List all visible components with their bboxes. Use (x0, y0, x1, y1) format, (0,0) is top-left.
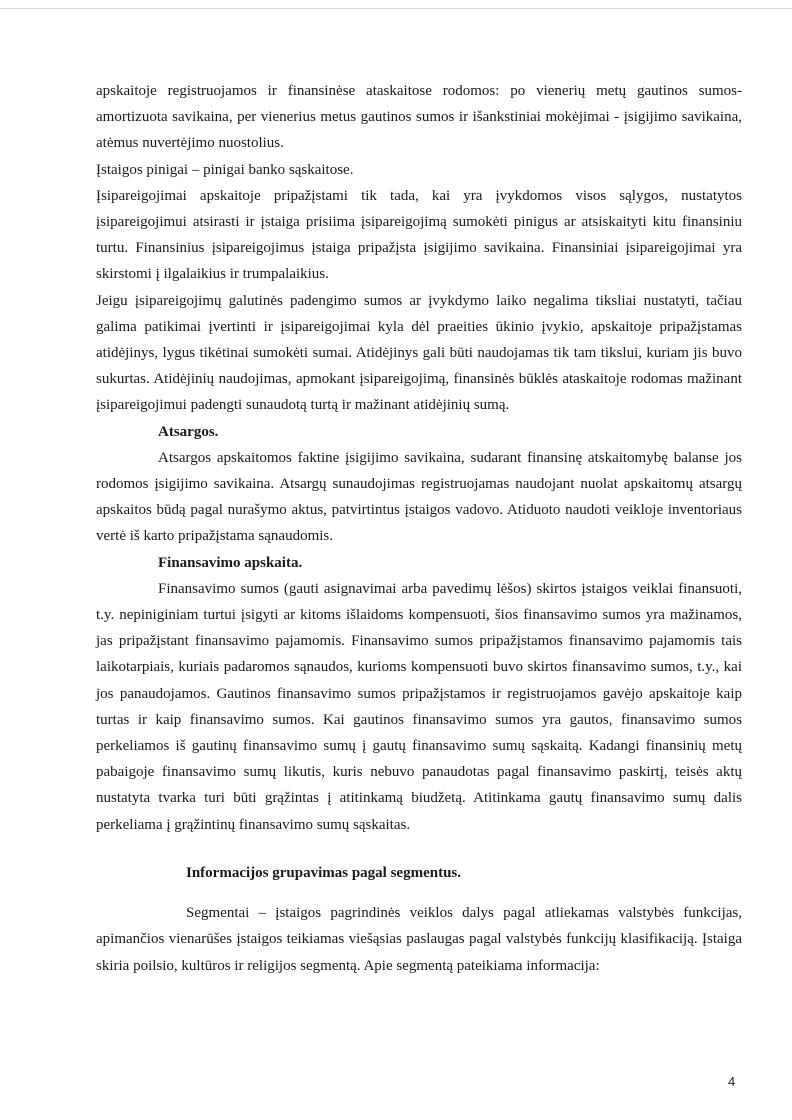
paragraph-cash: Įstaigos pinigai – pinigai banko sąskaitose. (96, 161, 354, 178)
paragraph-receivables: apskaitoje registruojamos ir finansinėse ataskaitose rodomos: po vienerių metų gautinos sumos- amortizuota savikaina, per vienerius metus gautinos sumos ir išankstiniai mokėjimai - įsigijimo savikaina, atėmus nuvertėjimo nuostolius. (96, 83, 742, 152)
scan-top-edge (0, 8, 792, 9)
paragraph-segmentai: Segmentai – įstaigos pagrindinės veiklos dalys pagal atliekamas valstybės funkcijas, apimančios vienarūšes įstaigos teikiamas viešąsias paslaugas pagal valstybės funkcijų klasifikaciją. Įstaiga skiria poilsio, kultūros ir religijos segmentą. Apie segmentą pateikiama informacija: (96, 905, 742, 974)
heading-finansavimo: Finansavimo apskaita. (158, 554, 303, 571)
paragraph-provisions: Jeigu įsipareigojimų galutinės padengimo sumos ar įvykdymo laiko negalima tiksliai nustatyti, tačiau galima patikimai įvertinti ir įsipareigojimai kyla dėl praeities ūkinio įvykio, apskaitoje pripažįstamas atidėjinys, lygus tikėtinai sumokėti sumai. Atidėjinys gali būti naudojamas tik tam tikslui, kuriam jis buvo sukurtas. Atidėjinių naudojimas, apmokant įsipareigojimą, finansinės būklės ataskaitoje rodomas mažinant įsipareigojimui padengti sunaudotą turtą ir mažinant atidėjinių sumą. (96, 292, 742, 414)
paragraph-atsargos: Atsargos apskaitomos faktine įsigijimo savikaina, sudarant finansinę atskaitomybę balanse jos rodomos įsigijimo savikaina. Atsargų sunaudojimas registruojamas naudojant nuolat apskaitomų atsargų apskaitos būdą pagal nurašymo aktus, patvirtintus įstaigos vadovo. Atiduoto naudoti veikloje inventoriaus vertė iš karto pripažįstama sąnaudomis. (96, 449, 742, 545)
page-number: 4 (728, 1074, 736, 1089)
heading-segmentai: Informacijos grupavimas pagal segmentus. (186, 864, 462, 881)
paragraph-liabilities: Įsipareigojimai apskaitoje pripažįstami tik tada, kai yra įvykdomos visos sąlygos, nustatytos įsipareigojimui atsirasti ir įstaiga prisiima įsipareigojimą sumokėti pinigus ar atsiskaityti kitu finansiniu turtu. Finansinius įsipareigojimus įstaiga pripažįsta įsigijimo savikaina. Finansiniai įsipareigojimai yra skirstomi į ilgalaikius ir trumpalaikius. (96, 187, 742, 283)
heading-atsargos: Atsargos. (158, 423, 219, 440)
document-body (96, 78, 742, 979)
paragraph-finansavimo: Finansavimo sumos (gauti asignavimai arba pavedimų lėšos) skirtos įstaigos veiklai finansuoti, t.y. nepiniginiam turtui įsigyti ar kitoms išlaidoms kompensuoti, šios finansavimo sumos yra mažinamos, jas pripažįstant finansavimo pajamomis. Finansavimo sumos pripažįstamos finansavimo pajamomis tais laikotarpiais, kuriais padaromos sąnaudos, kurioms kompensuoti buvo skirtos finansavimo sumos, t.y., kai jos panaudojamos. Gautinos finansavimo sumos pripažįstamos ir registruojamos gavėjo apskaitoje kaip turtas ir kaip finansavimo sumos. Kai gautinos finansavimo sumos yra gautos, finansavimo sumos perkeliamos iš gautinų finansavimo sumų į gautų finansavimo sumų sąskaitą. Kadangi finansinių metų pabaigoje finansavimo sumų likutis, kuris nebuvo panaudotas pagal finansavimo paskirtį, teisės aktų nustatyta tvarka turi būti grąžintas į atitinkamą biudžetą. Atitinkama gautų finansavimo sumų dalis perkeliama į grąžintinų finansavimo sumų sąskaitas. (96, 580, 742, 833)
